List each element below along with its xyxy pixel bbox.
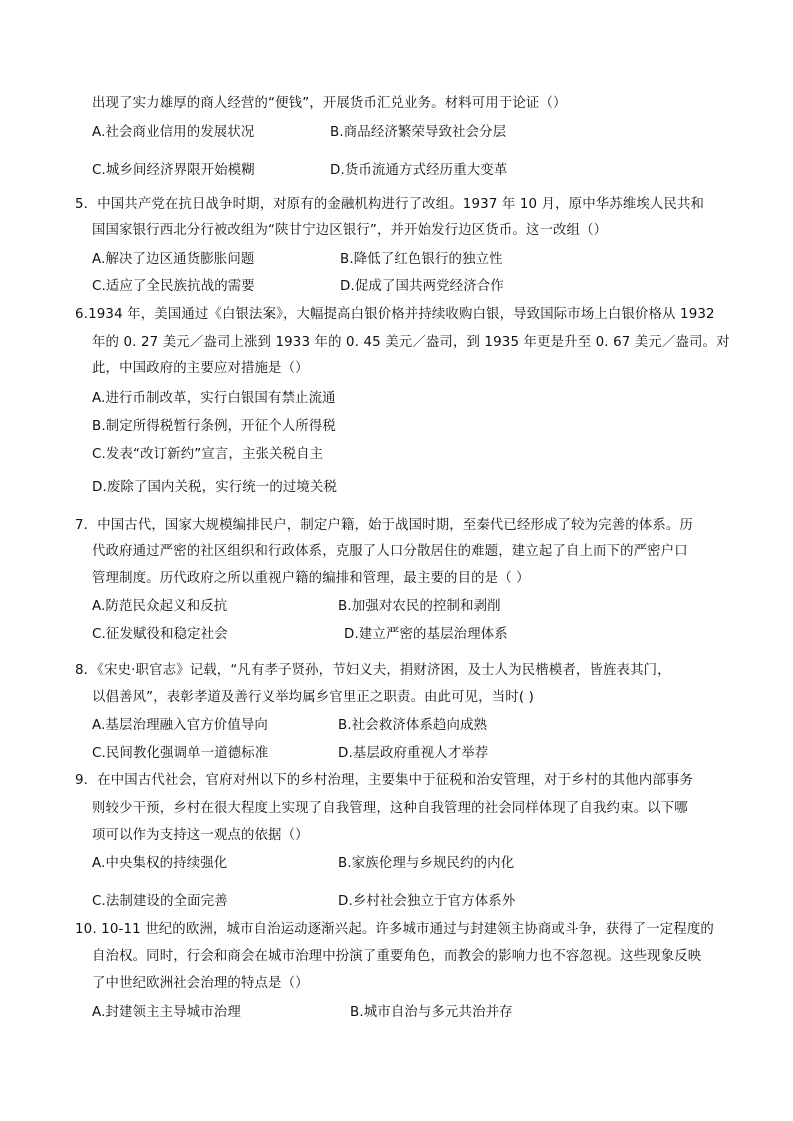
- q4-option-c: C.城乡间经济界限开始模糊: [92, 163, 255, 178]
- q10-stem-line-2: 自治权。同时，行会和商会在城市治理中扮演了重要角色，而教会的影响力也不容忽视。这些现象反映: [92, 949, 702, 964]
- q4-option-d: D.货币流通方式经历重大变革: [330, 163, 508, 178]
- q5-stem-line-1: 5．中国共产党在抗日战争时期，对原有的金融机构进行了改组。1937 年 10 月，原中华苏维埃人民共和: [75, 197, 705, 212]
- q8-stem-line-2: 以倡善风”，表彰孝道及善行义举均属乡官里正之职责。由此可见，当时( ): [92, 690, 534, 705]
- q8-option-b: B.社会救济体系趋向成熟: [338, 718, 488, 733]
- q6-option-c: C.发表“改订新约”宣言，主张关税自主: [92, 447, 324, 462]
- q8-option-a: A.基层治理融入官方价值导向: [92, 718, 268, 733]
- q6-stem-line-3: 此，中国政府的主要应对措施是（）: [92, 361, 309, 376]
- q4-stem-continuation: 出现了实力雄厚的商人经营的“便钱”，开展货币汇兑业务。材料可用于论证（）: [92, 96, 567, 111]
- q6-option-b: B.制定所得税暂行条例，开征个人所得税: [92, 419, 336, 434]
- q10-stem-line-3: 了中世纪欧洲社会治理的特点是（）: [92, 976, 309, 991]
- q8-stem-line-1: 8．《宋史·职官志》记载，“凡有孝子贤孙，节妇义夫，捐财济困，及士人为民楷模者，皆旌表其门，: [75, 663, 671, 678]
- q9-stem-line-3: 项可以作为支持这一观点的依据（）: [92, 828, 309, 843]
- q7-stem-line-3: 管理制度。历代政府之所以重视户籍的编排和管理，最主要的目的是（ ）: [92, 571, 530, 586]
- q9-option-c: C.法制建设的全面完善: [92, 894, 228, 909]
- q10-option-b: B.城市自治与多元共治并存: [350, 1005, 513, 1020]
- q8-option-d: D.基层政府重视人才举荐: [338, 746, 489, 761]
- q5-option-b: B.降低了红色银行的独立性: [340, 252, 503, 267]
- q6-option-d: D.废除了国内关税，实行统一的过境关税: [92, 480, 338, 495]
- q5-option-d: D.促成了国共两党经济合作: [340, 279, 504, 294]
- q6-option-a: A.进行币制改革，实行白银国有禁止流通: [92, 391, 336, 406]
- q10-stem-line-1: 10. 10-11 世纪的欧洲，城市自治运动逐渐兴起。许多城市通过与封建领主协商或斗争，获得了一定程度的: [75, 922, 714, 937]
- q7-stem-line-1: 7．中国古代，国家大规模编排民户，制定户籍，始于战国时期，至秦代已经形成了较为完善的体系。历: [75, 518, 693, 533]
- q7-option-d: D.建立严密的基层治理体系: [344, 627, 508, 642]
- q10-option-a: A.封建领主主导城市治理: [92, 1005, 241, 1020]
- q7-stem-line-2: 代政府通过严密的社区组织和行政体系，克服了人口分散居住的难题，建立起了自上而下的严密户口: [92, 544, 688, 559]
- q4-option-a: A.社会商业信用的发展状况: [92, 125, 255, 140]
- q9-stem-line-2: 则较少干预，乡村在很大程度上实现了自我管理，这种自我管理的社会同样体现了自我约束。以下哪: [92, 801, 688, 816]
- q9-option-a: A.中央集权的持续强化: [92, 856, 228, 871]
- q6-stem-line-1: 6.1934 年，美国通过《白银法案》，大幅提高白银价格并持续收购白银，导致国际市场上白银价格从 1932: [75, 307, 715, 322]
- q7-option-c: C.征发赋役和稳定社会: [92, 627, 228, 642]
- q9-stem-line-1: 9．在中国古代社会，官府对州以下的乡村治理，主要集中于征税和治安管理，对于乡村的其他内部事务: [75, 773, 693, 788]
- q8-option-c: C.民间教化强调单一道德标准: [92, 746, 269, 761]
- q5-option-a: A.解决了边区通货膨胀问题: [92, 252, 255, 267]
- q4-option-b: B.商品经济繁荣导致社会分层: [330, 125, 507, 140]
- q6-stem-line-2: 年的 0. 27 美元／盎司上涨到 1933 年的 0. 45 美元／盎司，到 1935 年更是升至 0. 67 美元／盎司。对: [92, 335, 730, 350]
- q7-option-a: A.防范民众起义和反抗: [92, 599, 228, 614]
- q9-option-d: D.乡村社会独立于官方体系外: [338, 894, 516, 909]
- q5-stem-line-2: 国国家银行西北分行被改组为“陕甘宁边区银行”，并开始发行边区货币。这一改组（）: [92, 223, 608, 238]
- q5-option-c: C.适应了全民族抗战的需要: [92, 279, 255, 294]
- q9-option-b: B.家族伦理与乡规民约的内化: [338, 856, 515, 871]
- q7-option-b: B.加强对农民的控制和剥削: [338, 599, 501, 614]
